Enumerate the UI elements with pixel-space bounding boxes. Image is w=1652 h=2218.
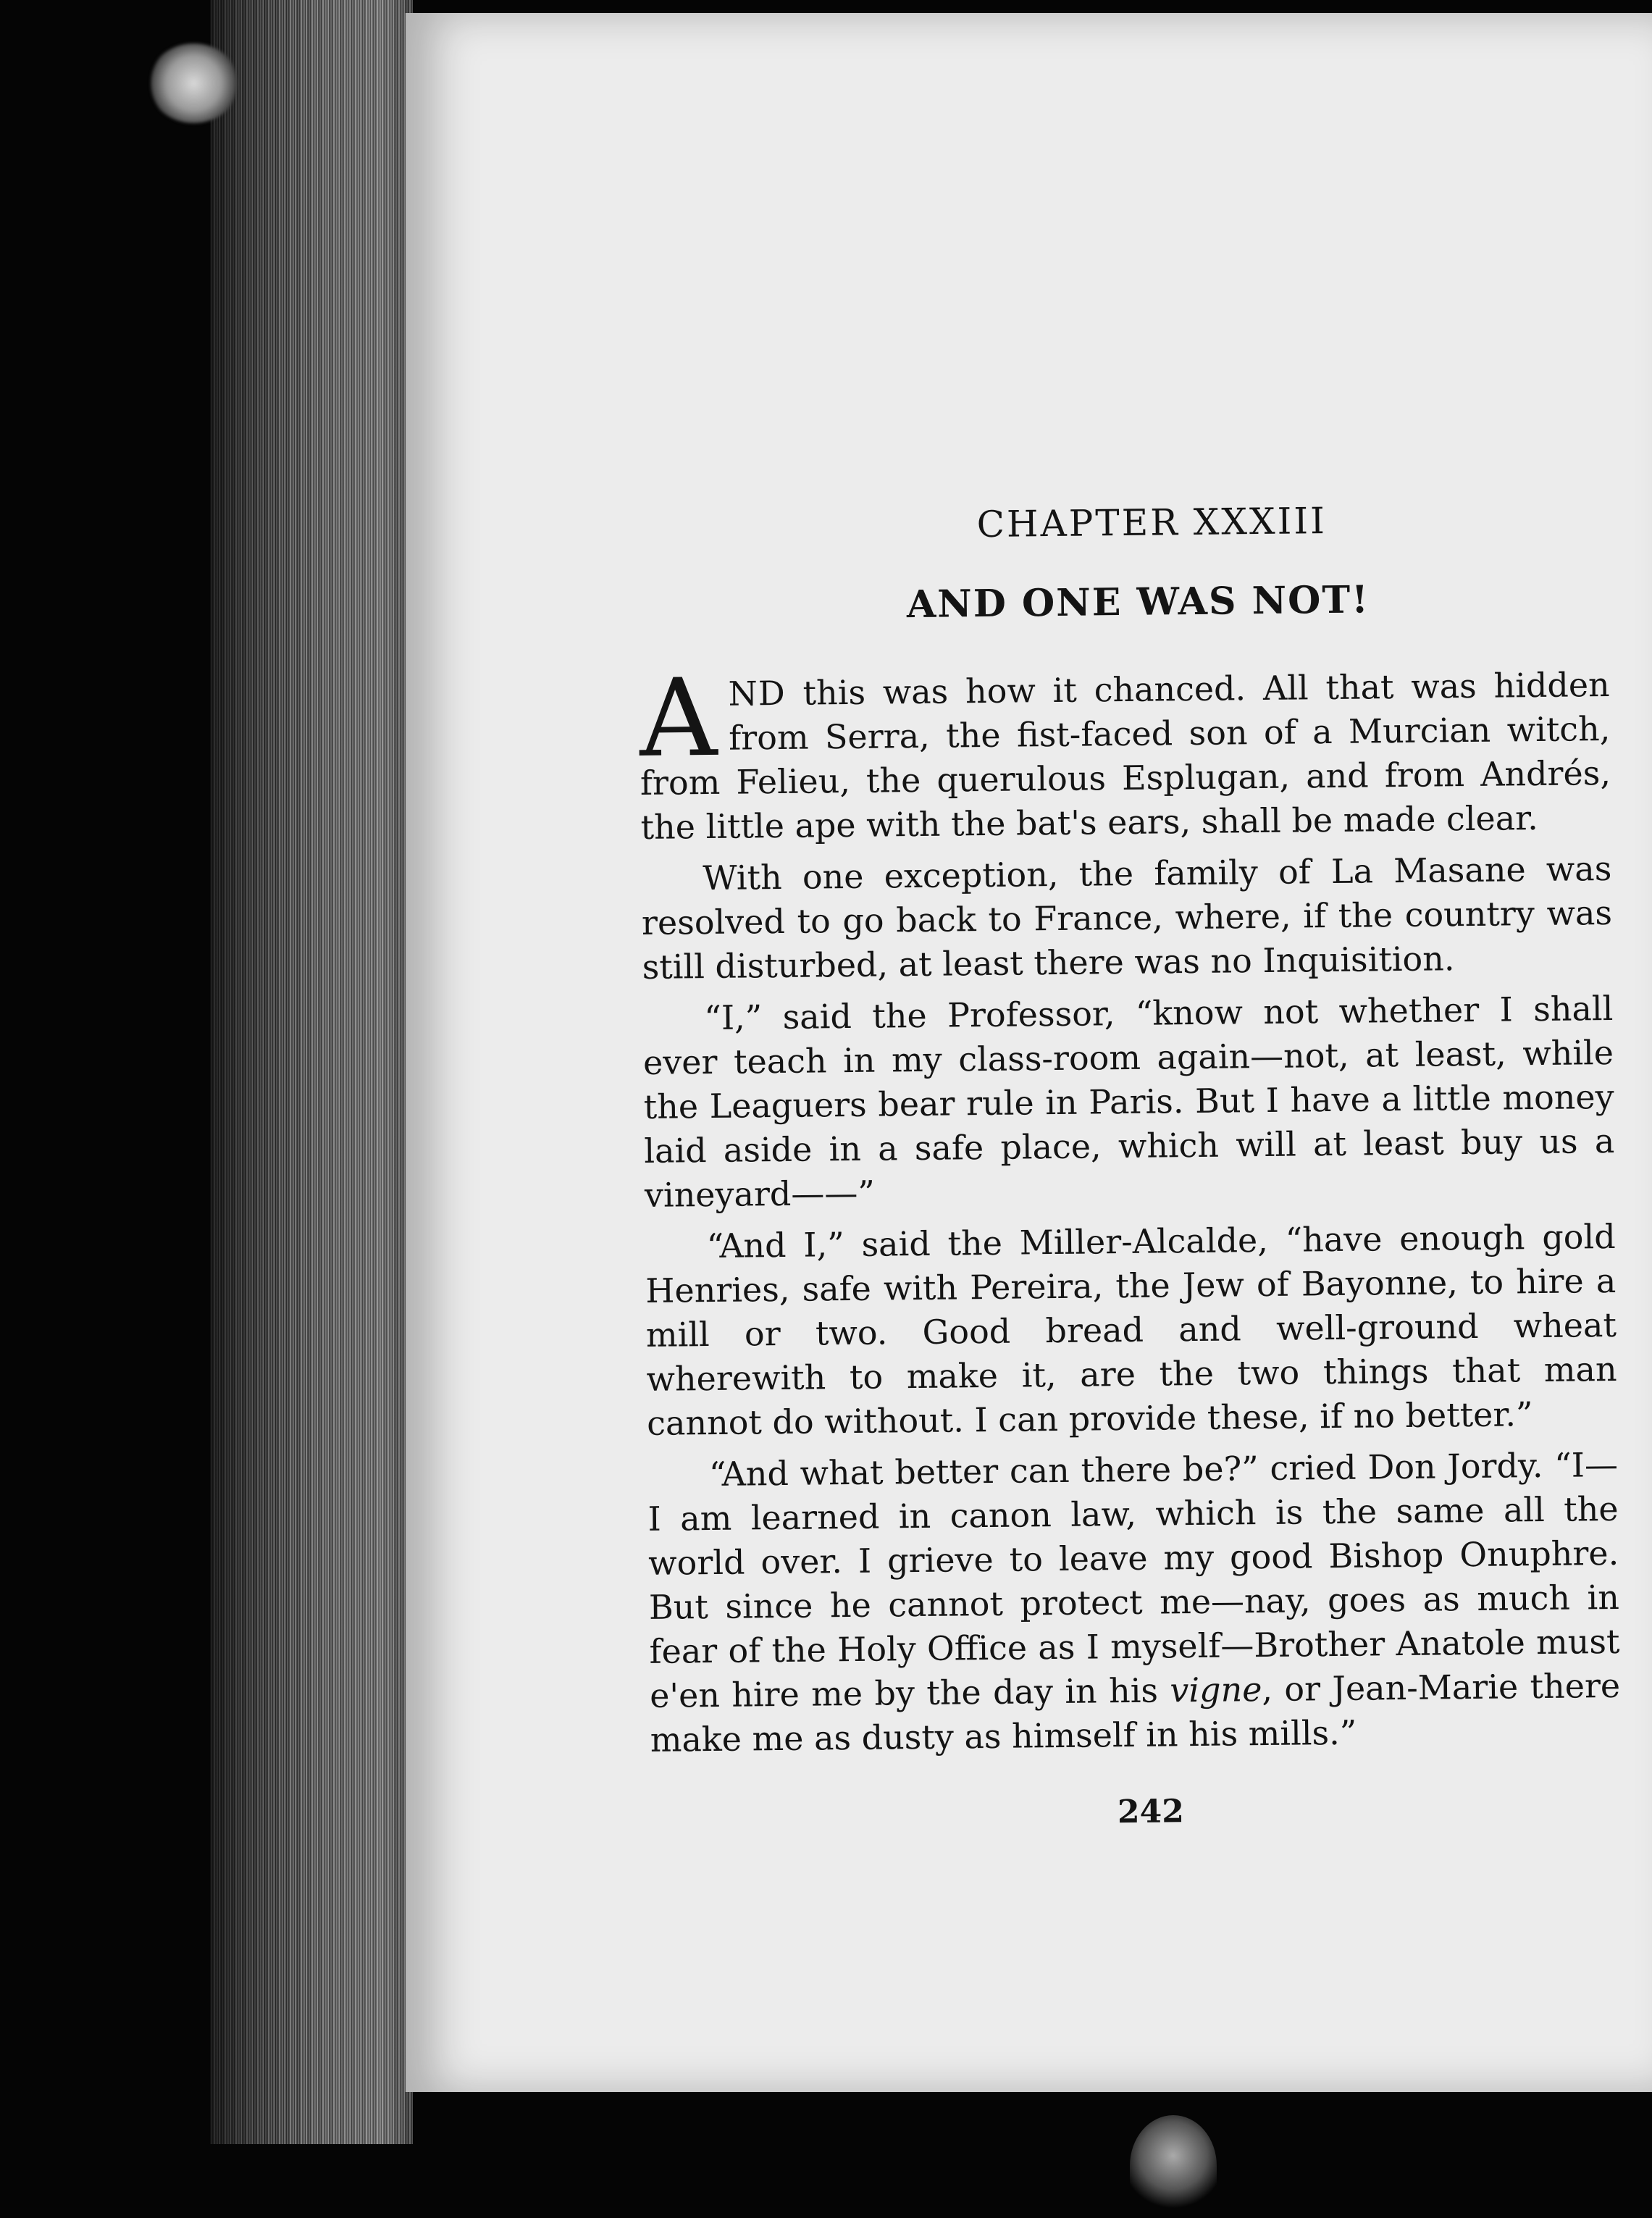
paragraph-5-end: , or Jean-Marie there make me as dusty as himself in his mills.” — [650, 1665, 1621, 1759]
paragraph-4: “And I,” said the Miller-Alcalde, “have enough gold Henries, safe with Pereira, the Jew of Bayonne, to hire a mill or two. Good bread and well-ground wheat wherewith to make it, are the two things that man cannot do without. I can provide these, if no better.” — [645, 1216, 1617, 1443]
paragraph-3: “I,” said the Professor, “know not whether I shall ever teach in my class-room again—not, at least, while the Leaguers bear rule in Paris. But I have a little money laid aside in a safe place, which will at least buy us a vineyard——” — [642, 988, 1615, 1215]
paragraph-1 — [639, 655, 1611, 850]
page-edges — [210, 0, 413, 2144]
stain-mark — [148, 43, 239, 123]
page-text — [637, 497, 1622, 1836]
lead-caps: ND — [728, 673, 787, 713]
drop-cap: A — [639, 655, 718, 781]
paragraph-2: With one exception, the family of La Masane was resolved to go back to France, where, if the country was still disturbed, at least there was no Inquisition. — [641, 848, 1613, 987]
paragraph-5 — [647, 1443, 1621, 1762]
page-number: 242 — [1117, 1793, 1185, 1831]
italic-word: vigne — [1170, 1670, 1262, 1710]
chapter-number: CHAPTER XXXIII — [976, 500, 1328, 546]
chapter-title: AND ONE WAS NOT! — [906, 577, 1370, 627]
paragraph-1-text: this was how it chanced. All that was hidden from Serra, the fist-faced son of a Murcian witch, from Felieu, the querulous Esplugan, and from Andrés, the little ape with the bat's ears, shall be made clear. — [640, 664, 1611, 847]
thumb-shadow — [1130, 2115, 1217, 2217]
paragraph-5-text: “And what better can there be?” cried Don Jordy. “I—I am learned in canon law, which is the same all the world over. I grieve to leave my good Bishop Onuphre. But since he cannot protect me—nay, goes as much in fear of the Holy Office as I myself—Brother Anatole must e'en hire me by the day in his — [647, 1444, 1620, 1715]
